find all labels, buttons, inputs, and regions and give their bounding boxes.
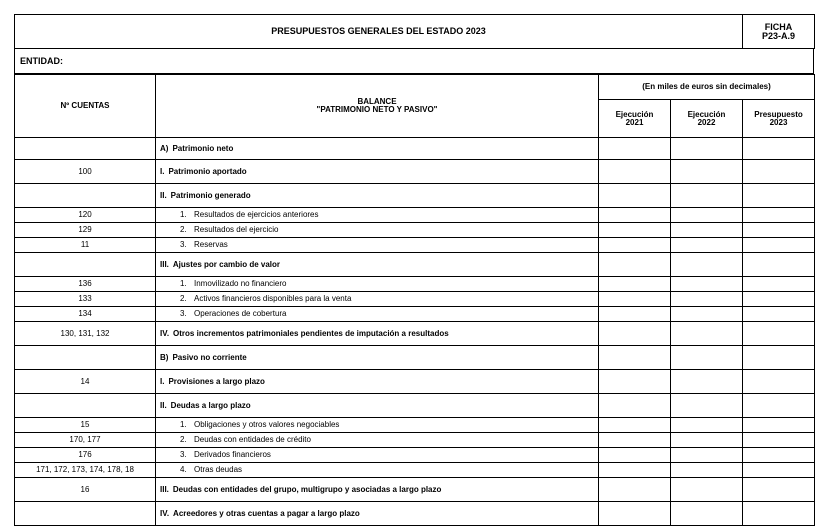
value-2023-cell [743, 238, 815, 253]
units-header: (En miles de euros sin decimales) [599, 75, 815, 100]
balance-item [156, 394, 599, 418]
value-2022-cell [671, 346, 743, 370]
balance-item [156, 502, 599, 526]
value-2023-cell [743, 322, 815, 346]
balance-item [156, 238, 599, 253]
item-label: Operaciones de cobertura [194, 309, 287, 318]
value-2023-cell [743, 394, 815, 418]
value-2022-cell [671, 277, 743, 292]
value-2023-cell [743, 463, 815, 478]
account-numbers [15, 502, 156, 526]
value-2021-cell [599, 160, 671, 184]
balance-table [14, 74, 815, 526]
ficha-code [743, 15, 815, 49]
value-2022-cell [671, 370, 743, 394]
table-row [15, 448, 815, 463]
table-row [15, 418, 815, 433]
value-2022-cell [671, 292, 743, 307]
item-label: Inmovilizado no financiero [194, 279, 287, 288]
entidad-row [14, 48, 814, 74]
table-row [15, 277, 815, 292]
item-prefix: IV. [160, 328, 170, 338]
value-2021-cell [599, 448, 671, 463]
ficha-number: P23-A.9 [761, 30, 796, 41]
value-2021-cell [599, 223, 671, 238]
item-label: Provisiones a largo plazo [168, 376, 265, 386]
account-numbers: 170, 177 [15, 433, 156, 448]
value-2021-cell [599, 502, 671, 526]
balance-item [156, 478, 599, 502]
value-2023-cell [743, 277, 815, 292]
value-2021-cell [599, 208, 671, 223]
value-2022-cell [671, 223, 743, 238]
value-2022-cell [671, 184, 743, 208]
item-prefix: 1. [180, 420, 187, 429]
value-2023-cell [743, 253, 815, 277]
table-row [15, 253, 815, 277]
table-row [15, 223, 815, 238]
table-row [15, 138, 815, 160]
value-2022-cell [671, 208, 743, 223]
value-2023-cell [743, 346, 815, 370]
balance-item [156, 160, 599, 184]
value-2022-cell [671, 322, 743, 346]
balance-item [156, 463, 599, 478]
value-2023-cell [743, 478, 815, 502]
item-prefix: I. [160, 376, 165, 386]
value-2021-cell [599, 184, 671, 208]
account-numbers: 134 [15, 307, 156, 322]
value-2021-cell [599, 277, 671, 292]
item-label: Deudas con entidades del grupo, multigrupo y asociadas a largo plazo [172, 484, 442, 494]
account-numbers [15, 346, 156, 370]
balance-item [156, 322, 599, 346]
balance-item [156, 223, 599, 238]
table-row [15, 433, 815, 448]
account-numbers: 15 [15, 418, 156, 433]
item-prefix: 2. [180, 435, 187, 444]
value-2021-cell [599, 370, 671, 394]
item-label: Otros incrementos patrimoniales pendientes de imputación a resultados [173, 328, 449, 338]
col-header-cuentas: Nº CUENTAS [15, 75, 156, 138]
item-prefix: II. [160, 400, 167, 410]
document-title: PRESUPUESTOS GENERALES DEL ESTADO 2023 [15, 15, 743, 49]
value-2022-cell [671, 448, 743, 463]
value-2023-cell [743, 448, 815, 463]
table-row [15, 307, 815, 322]
item-prefix: 3. [180, 309, 187, 318]
item-prefix: III. [160, 259, 169, 269]
table-row [15, 346, 815, 370]
table-row [15, 463, 815, 478]
account-numbers: 16 [15, 478, 156, 502]
value-2023-cell [743, 208, 815, 223]
col-header-ejecucion-2022 [671, 100, 743, 138]
item-label: Patrimonio neto [172, 143, 234, 153]
year-value: 2022 [697, 117, 716, 127]
value-2021-cell [599, 463, 671, 478]
balance-item [156, 448, 599, 463]
balance-item [156, 433, 599, 448]
col-header-balance [156, 75, 599, 138]
item-prefix: 3. [180, 450, 187, 459]
value-2021-cell [599, 418, 671, 433]
value-2021-cell [599, 292, 671, 307]
item-label: Deudas con entidades de crédito [194, 435, 311, 444]
balance-title: BALANCE [357, 97, 397, 106]
item-label: Reservas [194, 240, 228, 249]
balance-item [156, 292, 599, 307]
item-label: Derivados financieros [194, 450, 271, 459]
balance-item [156, 184, 599, 208]
item-prefix: IV. [160, 508, 170, 518]
item-label: Otras deudas [194, 465, 243, 474]
balance-item [156, 307, 599, 322]
item-prefix: II. [160, 190, 167, 200]
item-label: Patrimonio aportado [168, 166, 247, 176]
year-value: 2021 [625, 117, 644, 127]
value-2021-cell [599, 478, 671, 502]
table-row [15, 322, 815, 346]
value-2023-cell [743, 223, 815, 238]
col-header-presupuesto-2023 [743, 100, 815, 138]
account-numbers: 130, 131, 132 [15, 322, 156, 346]
table-row [15, 478, 815, 502]
value-2021-cell [599, 433, 671, 448]
value-2021-cell [599, 238, 671, 253]
account-numbers [15, 394, 156, 418]
account-numbers: 14 [15, 370, 156, 394]
balance-subtitle: "PATRIMONIO NETO Y PASIVO" [316, 105, 438, 114]
account-numbers: 176 [15, 448, 156, 463]
entidad-label: ENTIDAD: [15, 49, 814, 74]
table-row [15, 394, 815, 418]
account-numbers: 11 [15, 238, 156, 253]
table-row [15, 370, 815, 394]
account-numbers: 133 [15, 292, 156, 307]
value-2022-cell [671, 418, 743, 433]
item-prefix: A) [160, 143, 169, 153]
value-2023-cell [743, 307, 815, 322]
item-label: Acreedores y otras cuentas a pagar a largo plazo [173, 508, 360, 518]
account-numbers: 171, 172, 173, 174, 178, 18 [15, 463, 156, 478]
value-2023-cell [743, 138, 815, 160]
account-numbers [15, 138, 156, 160]
value-2023-cell [743, 433, 815, 448]
item-prefix: 1. [180, 279, 187, 288]
value-2023-cell [743, 370, 815, 394]
account-numbers [15, 184, 156, 208]
value-2022-cell [671, 238, 743, 253]
item-prefix: 3. [180, 240, 187, 249]
col-header-ejecucion-2021 [599, 100, 671, 138]
year-value: 2023 [769, 117, 788, 127]
table-row [15, 208, 815, 223]
item-label: Obligaciones y otros valores negociables [194, 420, 340, 429]
account-numbers: 136 [15, 277, 156, 292]
item-prefix: 2. [180, 294, 187, 303]
value-2022-cell [671, 463, 743, 478]
item-prefix: I. [160, 166, 165, 176]
value-2023-cell [743, 184, 815, 208]
table-row [15, 292, 815, 307]
item-prefix: B) [160, 352, 169, 362]
balance-item [156, 277, 599, 292]
value-2023-cell [743, 160, 815, 184]
item-prefix: 1. [180, 210, 187, 219]
year-label: Presupuesto [754, 109, 803, 119]
item-label: Patrimonio generado [170, 190, 251, 200]
value-2022-cell [671, 502, 743, 526]
item-label: Resultados de ejercicios anteriores [194, 210, 319, 219]
table-row [15, 238, 815, 253]
item-label: Resultados del ejercicio [194, 225, 279, 234]
table-row [15, 160, 815, 184]
year-label: Ejecución [615, 109, 654, 119]
item-prefix: 4. [180, 465, 187, 474]
item-prefix: III. [160, 484, 169, 494]
value-2021-cell [599, 253, 671, 277]
value-2021-cell [599, 307, 671, 322]
table-row [15, 502, 815, 526]
value-2021-cell [599, 394, 671, 418]
value-2021-cell [599, 322, 671, 346]
account-numbers: 120 [15, 208, 156, 223]
balance-item [156, 346, 599, 370]
item-label: Ajustes por cambio de valor [172, 259, 281, 269]
ficha-label: FICHA [764, 21, 793, 32]
item-label: Deudas a largo plazo [170, 400, 251, 410]
value-2023-cell [743, 418, 815, 433]
year-label: Ejecución [687, 109, 726, 119]
account-numbers: 100 [15, 160, 156, 184]
value-2021-cell [599, 138, 671, 160]
value-2022-cell [671, 253, 743, 277]
value-2021-cell [599, 346, 671, 370]
document-header [14, 14, 815, 49]
value-2022-cell [671, 433, 743, 448]
value-2023-cell [743, 292, 815, 307]
account-numbers [15, 253, 156, 277]
value-2022-cell [671, 160, 743, 184]
account-numbers: 129 [15, 223, 156, 238]
value-2022-cell [671, 394, 743, 418]
table-row [15, 184, 815, 208]
balance-item [156, 253, 599, 277]
item-label: Pasivo no corriente [172, 352, 247, 362]
balance-item [156, 138, 599, 160]
value-2022-cell [671, 307, 743, 322]
balance-item [156, 208, 599, 223]
balance-item [156, 370, 599, 394]
item-prefix: 2. [180, 225, 187, 234]
value-2023-cell [743, 502, 815, 526]
value-2022-cell [671, 478, 743, 502]
balance-item [156, 418, 599, 433]
value-2022-cell [671, 138, 743, 160]
item-label: Activos financieros disponibles para la venta [194, 294, 352, 303]
